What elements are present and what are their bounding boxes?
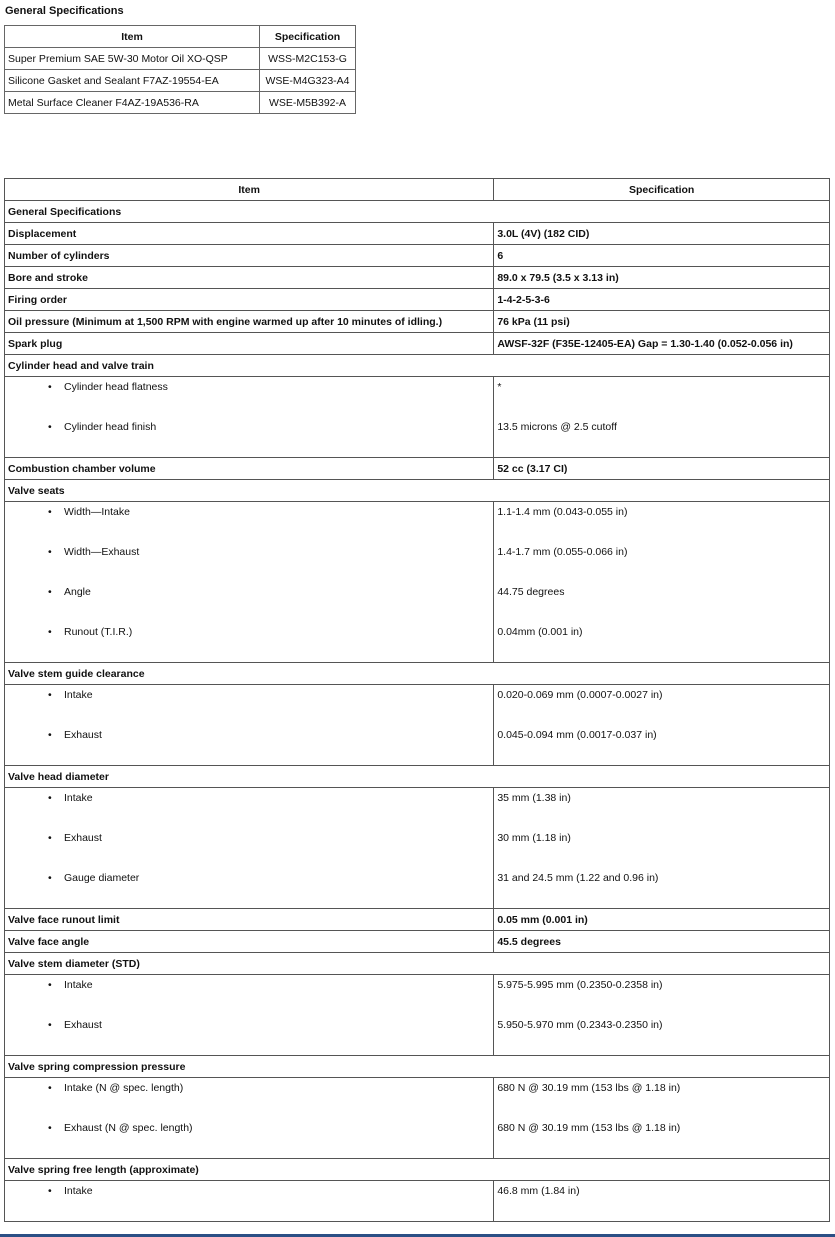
table-row [5,48,356,70]
spec-value: 30 mm (1.18 in) [497,832,571,844]
table-row [5,931,830,953]
spec-value: 6 [494,245,830,267]
section-header-row [5,480,830,502]
spec-item-group [5,1078,494,1159]
spec-value-group [494,377,830,458]
spec-value-group [494,975,830,1056]
section-title: Cylinder head and valve train [5,355,830,377]
list-item: • Exhaust (N @ spec. length) [8,1118,490,1158]
table-row [5,70,356,92]
section-title: Valve spring compression pressure [5,1056,830,1078]
table-row [5,1078,830,1159]
material-spec: WSE-M4G323-A4 [260,70,356,92]
spec-item: Firing order [5,289,494,311]
section-title: Valve head diameter [5,766,830,788]
spec-item-group [5,975,494,1056]
section-header-row [5,1056,830,1078]
list-item: • Intake [8,1181,490,1221]
spec-item: Valve face runout limit [5,909,494,931]
spec-value-group [494,1078,830,1159]
spec-item: Valve face angle [5,931,494,953]
table-row [5,788,830,909]
table-row [5,1181,830,1222]
spec-item-group [5,1181,494,1222]
spec-item: Number of cylinders [5,245,494,267]
spec-value: 44.75 degrees [497,586,565,598]
table-row [5,245,830,267]
spec-value: 5.975-5.995 mm (0.2350-0.2358 in) [497,979,663,991]
section-header-row [5,355,830,377]
spec-item-group [5,788,494,909]
section-header-row [5,201,830,223]
spec-value: * [497,381,502,393]
spec-item: Bore and stroke [5,267,494,289]
list-item: • Intake [8,788,490,828]
column-header-specification: Specification [260,26,356,48]
column-header-item: Item [5,179,494,201]
section-title: General Specifications [5,201,830,223]
list-item: • Cylinder head finish [8,417,490,457]
table-row [5,333,830,355]
spec-item: Spark plug [5,333,494,355]
page-heading: General Specifications [5,5,124,17]
spec-value: 1.1-1.4 mm (0.043-0.055 in) [497,506,628,518]
table-row [5,685,830,766]
spec-value: 0.05 mm (0.001 in) [494,909,830,931]
spec-value: 3.0L (4V) (182 CID) [494,223,830,245]
list-item: • Runout (T.I.R.) [8,622,490,662]
spec-value: AWSF-32F (F35E-12405-EA) Gap = 1.30-1.40 (0.052-0.056 in) [494,333,830,355]
spec-item: Oil pressure (Minimum at 1,500 RPM with engine warmed up after 10 minutes of idling.) [5,311,494,333]
table-row [5,377,830,458]
engine-specifications-table [4,178,830,1222]
spec-value-group [494,788,830,909]
list-item: • Exhaust [8,828,490,868]
table-row [5,975,830,1056]
spec-value-group [494,502,830,663]
section-title: Valve stem guide clearance [5,663,830,685]
spec-item-group [5,502,494,663]
table-row [5,289,830,311]
list-item: • Intake (N @ spec. length) [8,1078,490,1118]
spec-value: 46.8 mm (1.84 in) [497,1185,580,1197]
list-item: • Angle [8,582,490,622]
spec-value: 680 N @ 30.19 mm (153 lbs @ 1.18 in) [497,1082,681,1094]
list-item: • Exhaust [8,1015,490,1055]
spec-value: 1-4-2-5-3-6 [494,289,830,311]
section-title: Valve spring free length (approximate) [5,1159,830,1181]
spec-item: Displacement [5,223,494,245]
spec-value: 680 N @ 30.19 mm (153 lbs @ 1.18 in) [497,1122,681,1134]
spec-value: 31 and 24.5 mm (1.22 and 0.96 in) [497,872,659,884]
list-item: • Width—Intake [8,502,490,542]
spec-value: 0.020-0.069 mm (0.0007-0.0027 in) [497,689,663,701]
column-header-specification: Specification [494,179,830,201]
spec-value-group [494,1181,830,1222]
spec-value: 5.950-5.970 mm (0.2343-0.2350 in) [497,1019,663,1031]
column-header-item: Item [5,26,260,48]
spec-value: 0.04mm (0.001 in) [497,626,583,638]
table-row [5,92,356,114]
list-item: • Intake [8,685,490,725]
material-name: Super Premium SAE 5W-30 Motor Oil XO-QSP [5,48,260,70]
table-row [5,267,830,289]
table-row [5,909,830,931]
list-item: • Exhaust [8,725,490,765]
spec-value-group [494,685,830,766]
table-header-row [5,26,356,48]
table-row [5,311,830,333]
material-name: Silicone Gasket and Sealant F7AZ-19554-EA [5,70,260,92]
section-title: Valve stem diameter (STD) [5,953,830,975]
table-row [5,502,830,663]
spec-item-group [5,377,494,458]
materials-table [4,25,356,114]
section-title: Valve seats [5,480,830,502]
spec-value: 45.5 degrees [494,931,830,953]
spec-item: Combustion chamber volume [5,458,494,480]
material-name: Metal Surface Cleaner F4AZ-19A536-RA [5,92,260,114]
table-row [5,458,830,480]
spec-value: 13.5 microns @ 2.5 cutoff [497,421,617,433]
list-item: • Gauge diameter [8,868,490,908]
material-spec: WSS-M2C153-G [260,48,356,70]
spec-value: 76 kPa (11 psi) [494,311,830,333]
list-item: • Cylinder head flatness [8,377,490,417]
spec-item-group [5,685,494,766]
section-header-row [5,766,830,788]
list-item: • Intake [8,975,490,1015]
spec-value: 1.4-1.7 mm (0.055-0.066 in) [497,546,628,558]
list-item: • Width—Exhaust [8,542,490,582]
section-header-row [5,1159,830,1181]
spec-value: 0.045-0.094 mm (0.0017-0.037 in) [497,729,657,741]
table-header-row [5,179,830,201]
spec-value: 89.0 x 79.5 (3.5 x 3.13 in) [494,267,830,289]
material-spec: WSE-M5B392-A [260,92,356,114]
section-header-row [5,953,830,975]
table-row [5,223,830,245]
spec-value: 52 cc (3.17 CI) [494,458,830,480]
section-header-row [5,663,830,685]
spec-value: 35 mm (1.38 in) [497,792,571,804]
